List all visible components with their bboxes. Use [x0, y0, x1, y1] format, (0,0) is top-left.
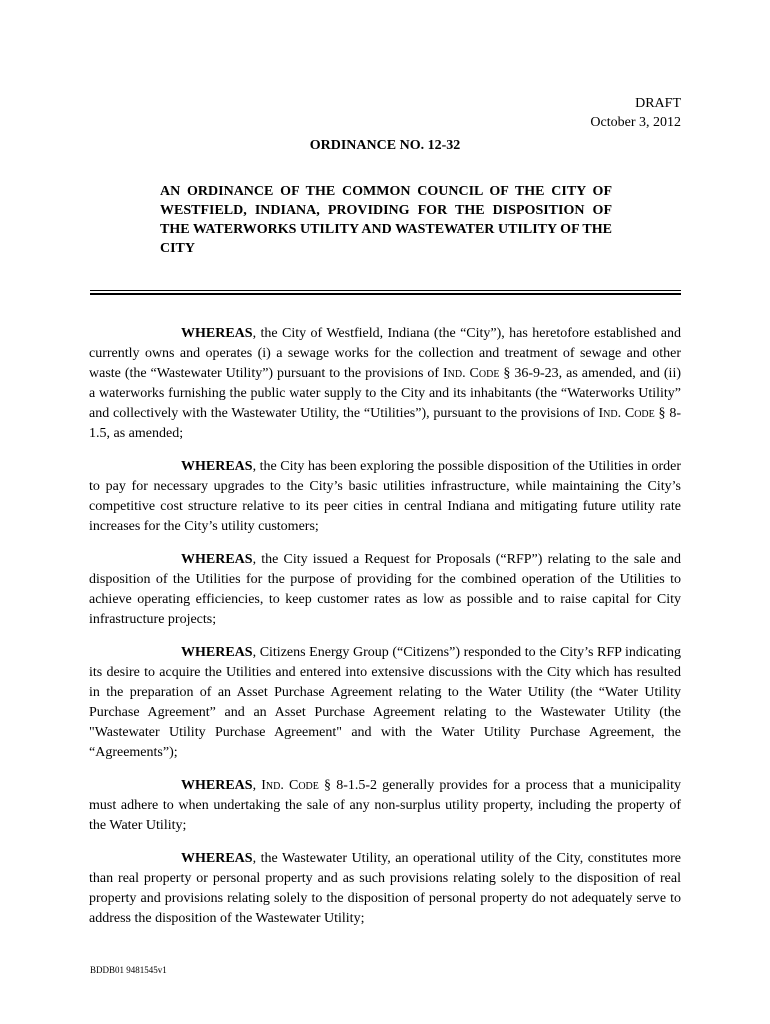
whereas-lead: WHEREAS — [181, 778, 253, 793]
whereas-lead: WHEREAS — [181, 326, 253, 341]
whereas-paragraph-5: WHEREAS, Ind. Code § 8-1.5-2 generally provides for a process that a municipality must adhere to when undertaking the sale of any non-surplus utility property, including the property of the Water Utility; — [89, 778, 682, 833]
whereas-lead: WHEREAS — [181, 459, 253, 474]
draft-date: October 3, 2012 — [590, 115, 681, 130]
whereas-lead: WHEREAS — [181, 552, 253, 567]
whereas-lead: WHEREAS — [181, 851, 253, 866]
whereas-lead: WHEREAS — [181, 645, 253, 660]
statute-citation: Ind. Code — [598, 406, 655, 421]
whereas-paragraph-6: WHEREAS, the Wastewater Utility, an operational utility of the City, constitutes more than real property or personal property and as such provisions relating solely to the disposition of real property and provisions relating solely to the disposition of personal property do not adequately serve to address the disposition of the Wastewater Utility; — [89, 851, 681, 926]
draft-label: DRAFT — [635, 96, 681, 111]
document-body — [89, 324, 681, 942]
whereas-paragraph-3: WHEREAS, the City issued a Request for Proposals (“RFP”) relating to the sale and disposition of the Utilities for the purpose of providing for the combined operation of the Utilities to achieve operating efficiencies, to keep customer rates as low as possible and to raise capital for City infrastructure projects; — [89, 552, 681, 627]
ordinance-number: ORDINANCE NO. 12-32 — [309, 138, 461, 153]
title-divider — [90, 290, 681, 295]
draft-header — [590, 94, 681, 132]
statute-citation: Ind. Code — [443, 366, 500, 381]
document-id: BDDB01 9481545v1 — [90, 965, 167, 975]
statute-citation: Ind. Code — [261, 778, 319, 793]
whereas-paragraph-1: WHEREAS, the City of Westfield, Indiana (the “City”), has heretofore established and currently owns and operates (i) a sewage works for the collection and treatment of sewage and other waste (the “Wastewater Utility”) pursuant to the provisions of Ind. Code § 36-9-23, as amended, and (ii) a waterworks furnishing the public water supply to the City and its inhabitants (the “Waterworks Utility” and collectively with the Wastewater Utility, the “Utilities”), pursuant to the provisions of Ind. Code § 8-1.5, as amended; — [89, 326, 681, 441]
whereas-paragraph-4: WHEREAS, Citizens Energy Group (“Citizens”) responded to the City’s RFP indicating its desire to acquire the Utilities and entered into extensive discussions with the City which has resulted in the preparation of an Asset Purchase Agreement relating to the Water Utility (the “Water Utility Purchase Agreement” and an Asset Purchase Agreement relating to the Wastewater Utility (the "Wastewater Utility Purchase Agreement" and with the Water Utility Purchase Agreement, the “Agreements”); — [89, 645, 681, 760]
ordinance-title: AN ORDINANCE OF THE COMMON COUNCIL OF THE CITY OF WESTFIELD, INDIANA, PROVIDING FOR THE DISPOSITION OF THE WATERWORKS UTILITY AND WASTEWATER UTILITY OF THE CITY — [160, 184, 612, 256]
whereas-paragraph-2: WHEREAS, the City has been exploring the possible disposition of the Utilities in order to pay for necessary upgrades to the City’s basic utilities infrastructure, while maintaining the City’s competitive cost structure relative to its peer cities in central Indiana and mitigating future utility rate increases for the City’s utility customers; — [89, 459, 681, 534]
